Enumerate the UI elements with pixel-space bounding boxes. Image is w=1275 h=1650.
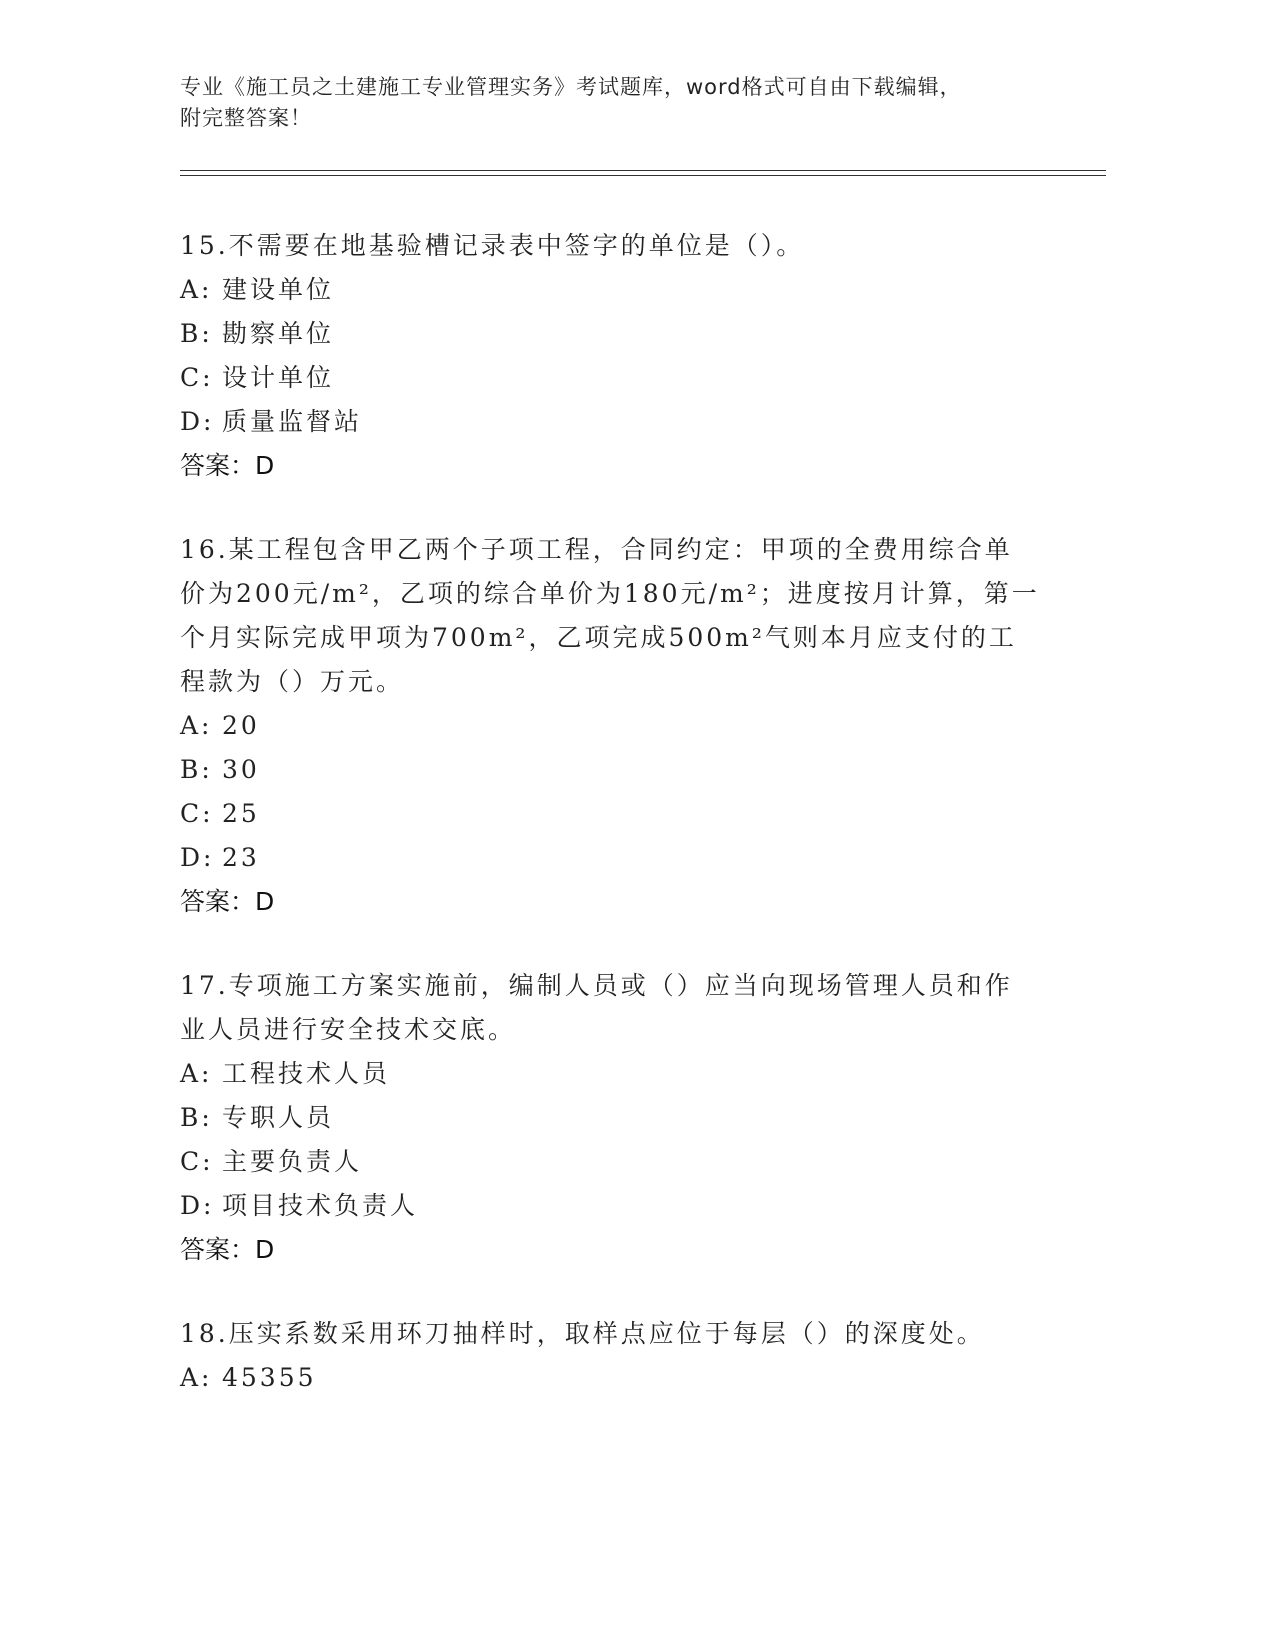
- option-text: 23: [222, 843, 260, 872]
- option-a: [180, 704, 1040, 748]
- option-key: A:: [180, 1059, 213, 1088]
- answer-line: 答案：D: [180, 1235, 275, 1264]
- option-d: [180, 1184, 1040, 1228]
- option-key: A:: [180, 1363, 213, 1392]
- question-stem: 18.压实系数采用环刀抽样时，取样点应位于每层（）的深度处。: [180, 1319, 985, 1348]
- question-stem: 16.某工程包含甲乙两个子项工程，合同约定：甲项的全费用综合单价为200元/m²，乙项的综合单价为180元/m²；进度按月计算，第一个月实际完成甲项为700m²，乙项完成500m²气则本月应支付的工程款为（）万元。: [180, 535, 1040, 696]
- option-key: C:: [180, 799, 214, 828]
- answer-line: 答案：D: [180, 451, 275, 480]
- option-key: C:: [180, 363, 214, 392]
- option-b: [180, 1096, 1040, 1140]
- question-stem: 17.专项施工方案实施前，编制人员或（）应当向现场管理人员和作业人员进行安全技术交底。: [180, 971, 1013, 1044]
- option-key: B:: [180, 755, 213, 784]
- option-text: 工程技术人员: [222, 1059, 391, 1088]
- option-text: 45355: [222, 1363, 317, 1392]
- option-a: [180, 1052, 1040, 1096]
- option-d: [180, 400, 1040, 444]
- option-text: 25: [222, 799, 260, 828]
- option-key: C:: [180, 1147, 214, 1176]
- option-c: [180, 356, 1040, 400]
- document-header: [180, 72, 1080, 134]
- header-divider-top: [180, 170, 1106, 171]
- option-text: 专职人员: [222, 1103, 335, 1132]
- option-text: 设计单位: [222, 363, 335, 392]
- header-line-2: 附完整答案！: [180, 106, 312, 130]
- option-a: [180, 268, 1040, 312]
- option-key: B:: [180, 319, 213, 348]
- option-c: [180, 1140, 1040, 1184]
- option-key: B:: [180, 1103, 213, 1132]
- header-line-1: 专业《施工员之土建施工专业管理实务》考试题库，word格式可自由下载编辑，: [180, 75, 962, 99]
- option-a: [180, 1356, 1040, 1400]
- option-key: D:: [180, 843, 215, 872]
- answer-line: 答案：D: [180, 887, 275, 916]
- question-stem: 15.不需要在地基验槽记录表中签字的单位是（）。: [180, 231, 805, 260]
- option-d: [180, 836, 1040, 880]
- option-text: 勘察单位: [222, 319, 335, 348]
- question-17: [180, 964, 1040, 1272]
- option-text: 主要负责人: [222, 1147, 363, 1176]
- option-b: [180, 748, 1040, 792]
- option-b: [180, 312, 1040, 356]
- question-16: [180, 528, 1040, 924]
- option-c: [180, 792, 1040, 836]
- option-text: 20: [222, 711, 260, 740]
- question-18: [180, 1312, 1040, 1400]
- option-key: D:: [180, 1191, 215, 1220]
- option-text: 建设单位: [222, 275, 335, 304]
- option-key: D:: [180, 407, 215, 436]
- header-divider-bottom: [180, 175, 1106, 176]
- option-text: 质量监督站: [222, 407, 363, 436]
- option-key: A:: [180, 275, 213, 304]
- option-text: 30: [222, 755, 260, 784]
- option-key: A:: [180, 711, 213, 740]
- question-15: [180, 224, 1040, 488]
- option-text: 项目技术负责人: [222, 1191, 419, 1220]
